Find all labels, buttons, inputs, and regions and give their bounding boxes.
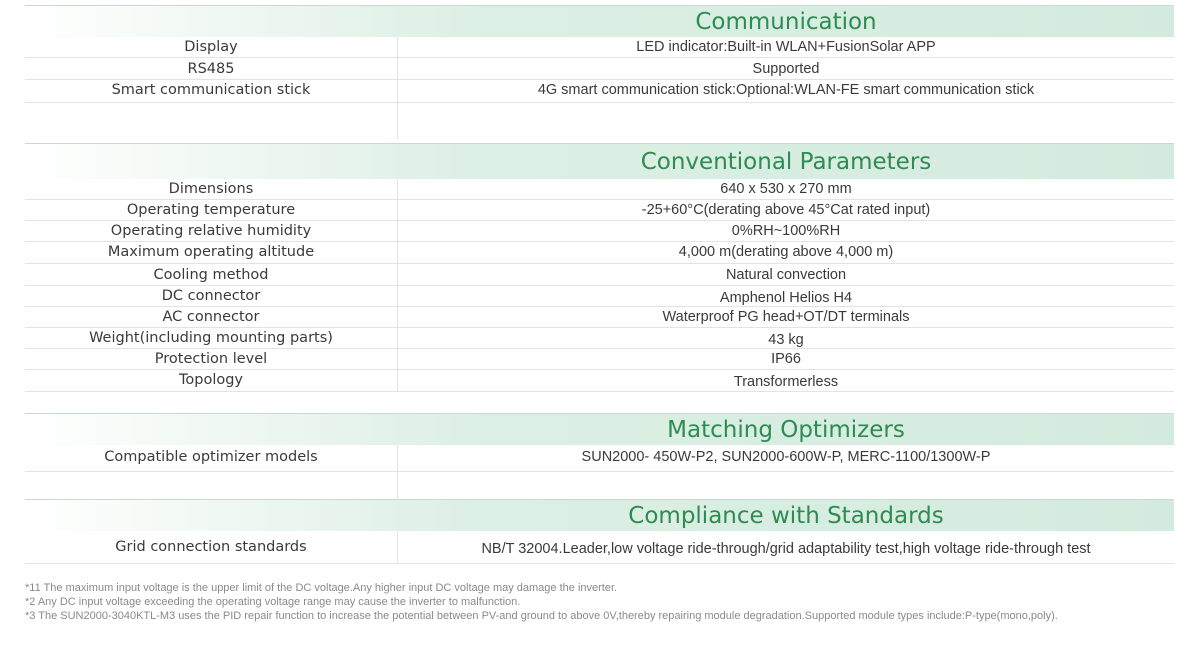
section-title: Compliance with Standards [628, 503, 944, 529]
section-header [25, 5, 1174, 37]
table-row [25, 80, 1174, 103]
row-value: 43 kg [768, 332, 804, 348]
row-value: Waterproof PG head+OT/DT terminals [662, 309, 910, 325]
row-label: RS485 [25, 58, 398, 79]
table-row [25, 58, 1174, 80]
footnote: *3 The SUN2000-3040KTL-M3 uses the PID repair function to increase the potential between PV-and ground to above 0V,thereby repairing module degradation.Supported module types include:P-type(mono,poly). [25, 610, 1058, 622]
row-label: Smart communication stick [25, 80, 398, 102]
footnote: *2 Any DC input voltage exceeding the operating voltage range may cause the inverter to malfunction. [25, 596, 521, 608]
compliance-standards-section [25, 499, 1174, 564]
row-label: Protection level [25, 349, 398, 369]
section-title: Communication [695, 9, 877, 35]
spacer-row [25, 472, 1174, 499]
spacer-cell [398, 103, 1174, 139]
row-value: SUN2000- 450W-P2, SUN2000-600W-P, MERC-1100/1300W-P [581, 449, 991, 465]
table-row [25, 531, 1174, 564]
row-value: Transformerless [733, 374, 839, 390]
row-label: Operating relative humidity [25, 221, 398, 241]
section-title: Matching Optimizers [667, 417, 905, 443]
table-row [25, 445, 1174, 472]
table-row [25, 200, 1174, 221]
row-label: Weight(including mounting parts) [25, 328, 398, 348]
table-row [25, 264, 1174, 286]
conventional-parameters-section [25, 143, 1174, 392]
row-value: 0%RH~100%RH [731, 223, 841, 239]
row-label: DC connector [25, 286, 398, 306]
section-header [25, 143, 1174, 179]
row-value: 640 x 530 x 270 mm [720, 181, 852, 197]
section-header [25, 499, 1174, 531]
table-row [25, 179, 1174, 200]
table-row [25, 328, 1174, 349]
section-header [25, 413, 1174, 445]
table-row [25, 221, 1174, 242]
table-row [25, 307, 1174, 328]
spacer-cell [25, 472, 398, 499]
row-label: Maximum operating altitude [25, 242, 398, 263]
row-label: Cooling method [25, 264, 398, 285]
row-value: IP66 [771, 351, 801, 367]
row-value: Amphenol Helios H4 [719, 290, 853, 306]
row-value: 4G smart communication stick:Optional:WLAN-FE smart communication stick [537, 82, 1035, 98]
row-label: AC connector [25, 307, 398, 327]
row-label: Topology [25, 370, 398, 391]
row-value: Supported [752, 61, 820, 77]
row-label: Grid connection standards [25, 531, 398, 563]
table-row [25, 242, 1174, 264]
communication-section [25, 5, 1174, 139]
table-row [25, 370, 1174, 392]
footnote: *11 The maximum input voltage is the upper limit of the DC voltage.Any higher input DC voltage may damage the inverter. [25, 582, 618, 594]
spacer-cell [398, 472, 1174, 499]
row-value: NB/T 32004.Leader,low voltage ride-through/grid adaptability test,high voltage ride-through test [481, 541, 1091, 557]
row-value: Natural convection [725, 267, 847, 283]
spacer-row [25, 103, 1174, 139]
spacer-cell [25, 103, 398, 139]
row-label: Dimensions [25, 179, 398, 199]
section-title: Conventional Parameters [640, 149, 932, 175]
row-value: 4,000 m(derating above 4,000 m) [678, 244, 894, 260]
row-label: Operating temperature [25, 200, 398, 220]
row-label: Display [25, 37, 398, 57]
table-row [25, 349, 1174, 370]
footnotes [25, 581, 1058, 623]
row-label: Compatible optimizer models [25, 445, 398, 471]
table-row [25, 37, 1174, 58]
table-row [25, 286, 1174, 307]
matching-optimizers-section [25, 413, 1174, 499]
row-value: LED indicator:Built-in WLAN+FusionSolar APP [636, 39, 936, 55]
row-value: -25+60°C(derating above 45°Cat rated input) [641, 202, 931, 218]
